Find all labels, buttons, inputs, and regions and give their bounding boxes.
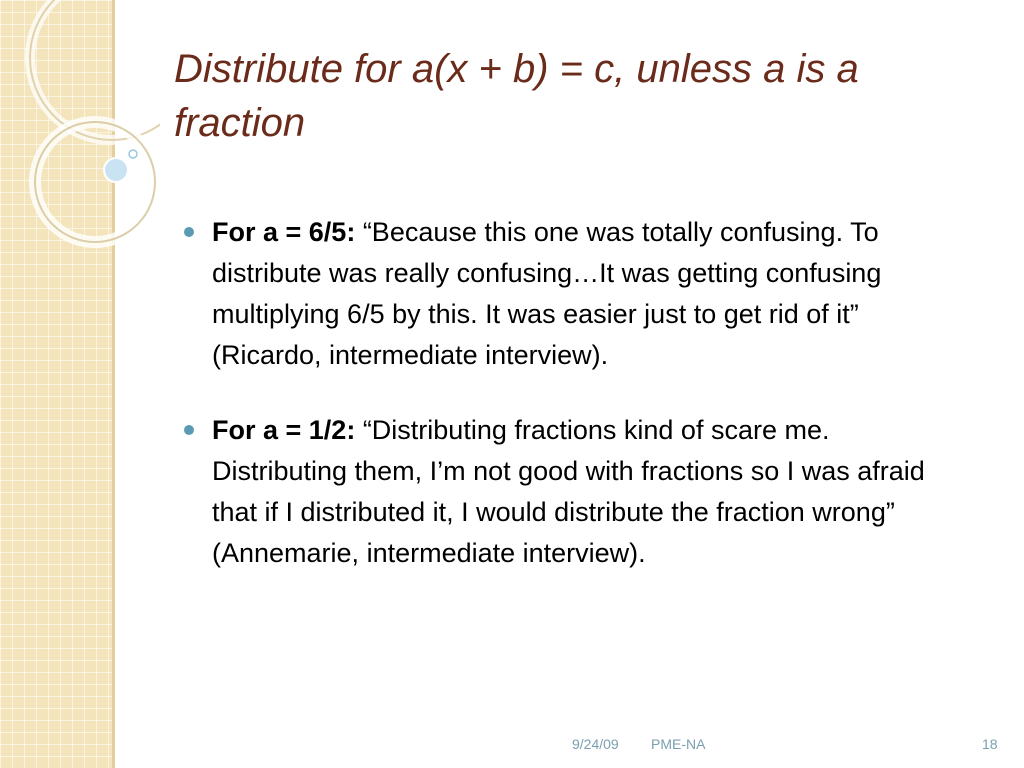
blue-dot — [104, 158, 128, 182]
bullet-label: For a = 1/2: — [212, 415, 356, 445]
footer-date: 9/24/09 — [572, 736, 619, 752]
bullet-item — [184, 410, 964, 574]
small-blue-ring — [129, 150, 137, 158]
bullet-list — [184, 212, 964, 608]
bullet-text: “Because this one was totally confusing. To distribute was really confusing…It was getting confusing multiplying 6/5 by this. It was easier just to get rid of it” (Ricardo, intermediate interview). — [212, 217, 882, 370]
footer-name: PME-NA — [651, 736, 706, 752]
decorative-circles — [0, 0, 160, 260]
bullet-dot-icon — [184, 425, 194, 435]
bullet-item — [184, 212, 964, 376]
bullet-dot-icon — [184, 227, 194, 237]
slide-number: 18 — [982, 736, 998, 752]
bullet-text: “Distributing fractions kind of scare me. Distributing them, I’m not good with fractions so I was afraid that if I distributed it, I would distribute the fraction wrong” (Annemarie, intermediate interview). — [212, 415, 925, 568]
slide-title: Distribute for a(x + b) = c, unless a is a fraction — [174, 47, 859, 145]
bullet-label: For a = 6/5: — [212, 217, 356, 247]
